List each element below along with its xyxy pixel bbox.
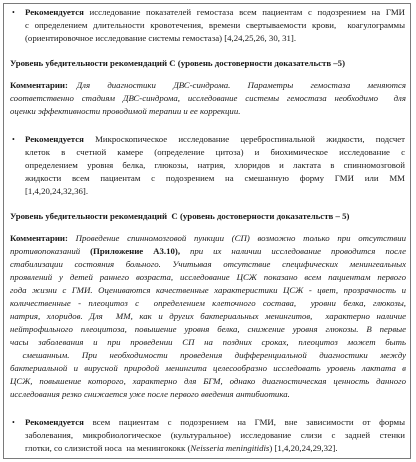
text-span: ЦСЖ, повышение которого, характерно для БГМ, однако диагностическая ценность данного (10, 376, 406, 386)
text-line (25, 186, 405, 197)
text-span: противопоказаний (10, 246, 91, 256)
text-line (25, 173, 405, 184)
text-span: ) [1,4,20,24,29,32]. (269, 443, 338, 453)
text-line (25, 7, 405, 18)
appendix-reference: (Приложение А3.10), (90, 246, 181, 256)
recommendation-keyword: Рекомендуется (25, 417, 84, 427)
text-span: нейтрофильного плеоцитоза, повышение уровня белка, снижение уровня глюкозы. В первые (10, 324, 406, 334)
text-line (25, 33, 405, 44)
bullet-marker: • (12, 418, 15, 427)
text-span: [1,4,20,24,32,36]. (25, 186, 89, 196)
text-line (25, 160, 405, 171)
text-line (10, 298, 406, 309)
text-span: клеток в счетной камере (определение цитоза) и биохимическое исследование с (25, 147, 405, 157)
text-line (10, 285, 406, 296)
text-span: Проведение спинномозговой пункции (СП) возможно только при отсутствии (75, 233, 406, 243)
text-span: с определением длительности кровотечения, времени свертываемости крови, коагулограммы (25, 20, 405, 30)
text-span: глотки, со слизистой носа на менингококк ( (25, 443, 191, 453)
text-line (10, 80, 406, 91)
recommendation-keyword: Рекомендуется (25, 7, 84, 17)
text-span: проявлений у детей раннего возраста, исследование ЦСЖ показано всем пациентам первого (10, 272, 406, 282)
text-span: оценки эффективности проводимой терапии и ее коррекции. (10, 106, 241, 116)
text-line (25, 417, 405, 428)
text-span: всем пациентам с подозрением на ГМИ, вне зависимости от формы (83, 417, 405, 427)
text-span: заболевания, микробиологическое (культуральное) исследование слизи с задней стенки (25, 430, 405, 440)
text-span: исследование показателей гемостаза всем пациентам с подозрением на ГМИ (83, 7, 405, 17)
text-span: определением уровня белка, глюкозы, натрия, хлоридов и лактата в спинномозговой (25, 160, 405, 170)
text-line (10, 259, 406, 270)
text-span: смешанным. При необходимости проведения дифференциальной диагностики между (10, 350, 406, 360)
recommendation-keyword: Рекомендуется (25, 134, 84, 144)
text-line (10, 272, 406, 283)
document-page (3, 3, 411, 459)
text-line (10, 311, 406, 322)
evidence-level-heading: Уровень убедительности рекомендаций С (уровень достоверности доказательств –5) (10, 58, 345, 68)
text-line (25, 443, 405, 454)
text-span: стабилизации состояния больного. Учитывая отсутствие специфических менингеальных (10, 259, 406, 269)
evidence-level-heading: Уровень убедительности рекомендаций С (уровень достоверности доказательств – 5) (10, 211, 350, 221)
text-line (10, 324, 406, 335)
text-span: бактериальной и вирусной природой менингита целесообразно исследовать уровень лактата в (10, 363, 406, 373)
text-line (25, 134, 405, 145)
bullet-marker: • (12, 8, 15, 17)
bullet-marker: • (12, 135, 15, 144)
text-line (10, 337, 406, 348)
text-span: исследования резко снижается уже после первого введения антибиотика. (10, 389, 290, 399)
text-line (10, 93, 406, 104)
text-line (10, 376, 406, 387)
text-span: соответственно стадиям ДВС-синдрома, исследование системы гемостаза необходимо для (10, 93, 406, 103)
text-line (10, 389, 406, 400)
text-span: Для диагностики ДВС-синдрома. Параметры гемостаза меняются (76, 80, 406, 90)
comment-label: Комментарии: (10, 233, 68, 243)
text-span: натрия, хлоридов. Для ММ, как и других бактериальных менингитов, характерно наличие (10, 311, 406, 321)
text-line (10, 246, 406, 257)
text-line (25, 147, 405, 158)
text-span: при их наличии исследование проводится после (180, 246, 406, 256)
text-span: года жизни с ГМИ. Оцениваются качественные характеристики ЦСЖ - цвет, прозрачность и (10, 285, 406, 295)
text-span: жидкости всем пациентам с подозрением на смешанную форму ГМИ или ММ (25, 173, 405, 183)
text-line (25, 430, 405, 441)
text-line (10, 350, 406, 361)
text-line (10, 106, 406, 117)
text-line (10, 363, 406, 374)
comment-label: Комментарии: (10, 80, 68, 90)
text-span: часы заболевания и при проведении СП на поздних сроках, плеоцитоз может быть (10, 337, 406, 347)
text-line (10, 233, 406, 244)
species-name: Neisseria meningitidis (190, 443, 270, 453)
text-line (25, 20, 405, 31)
text-span: Микроскопическое исследование цереброспинальной жидкости, подсчет (83, 134, 405, 144)
text-span: (ориентировочное исследование системы гемостаза) [4,24,25,26, 30, 31]. (25, 33, 297, 43)
text-span: количественные - плеоцитоз с определением клеточного состава, уровни белка, глюкозы, (10, 298, 406, 308)
